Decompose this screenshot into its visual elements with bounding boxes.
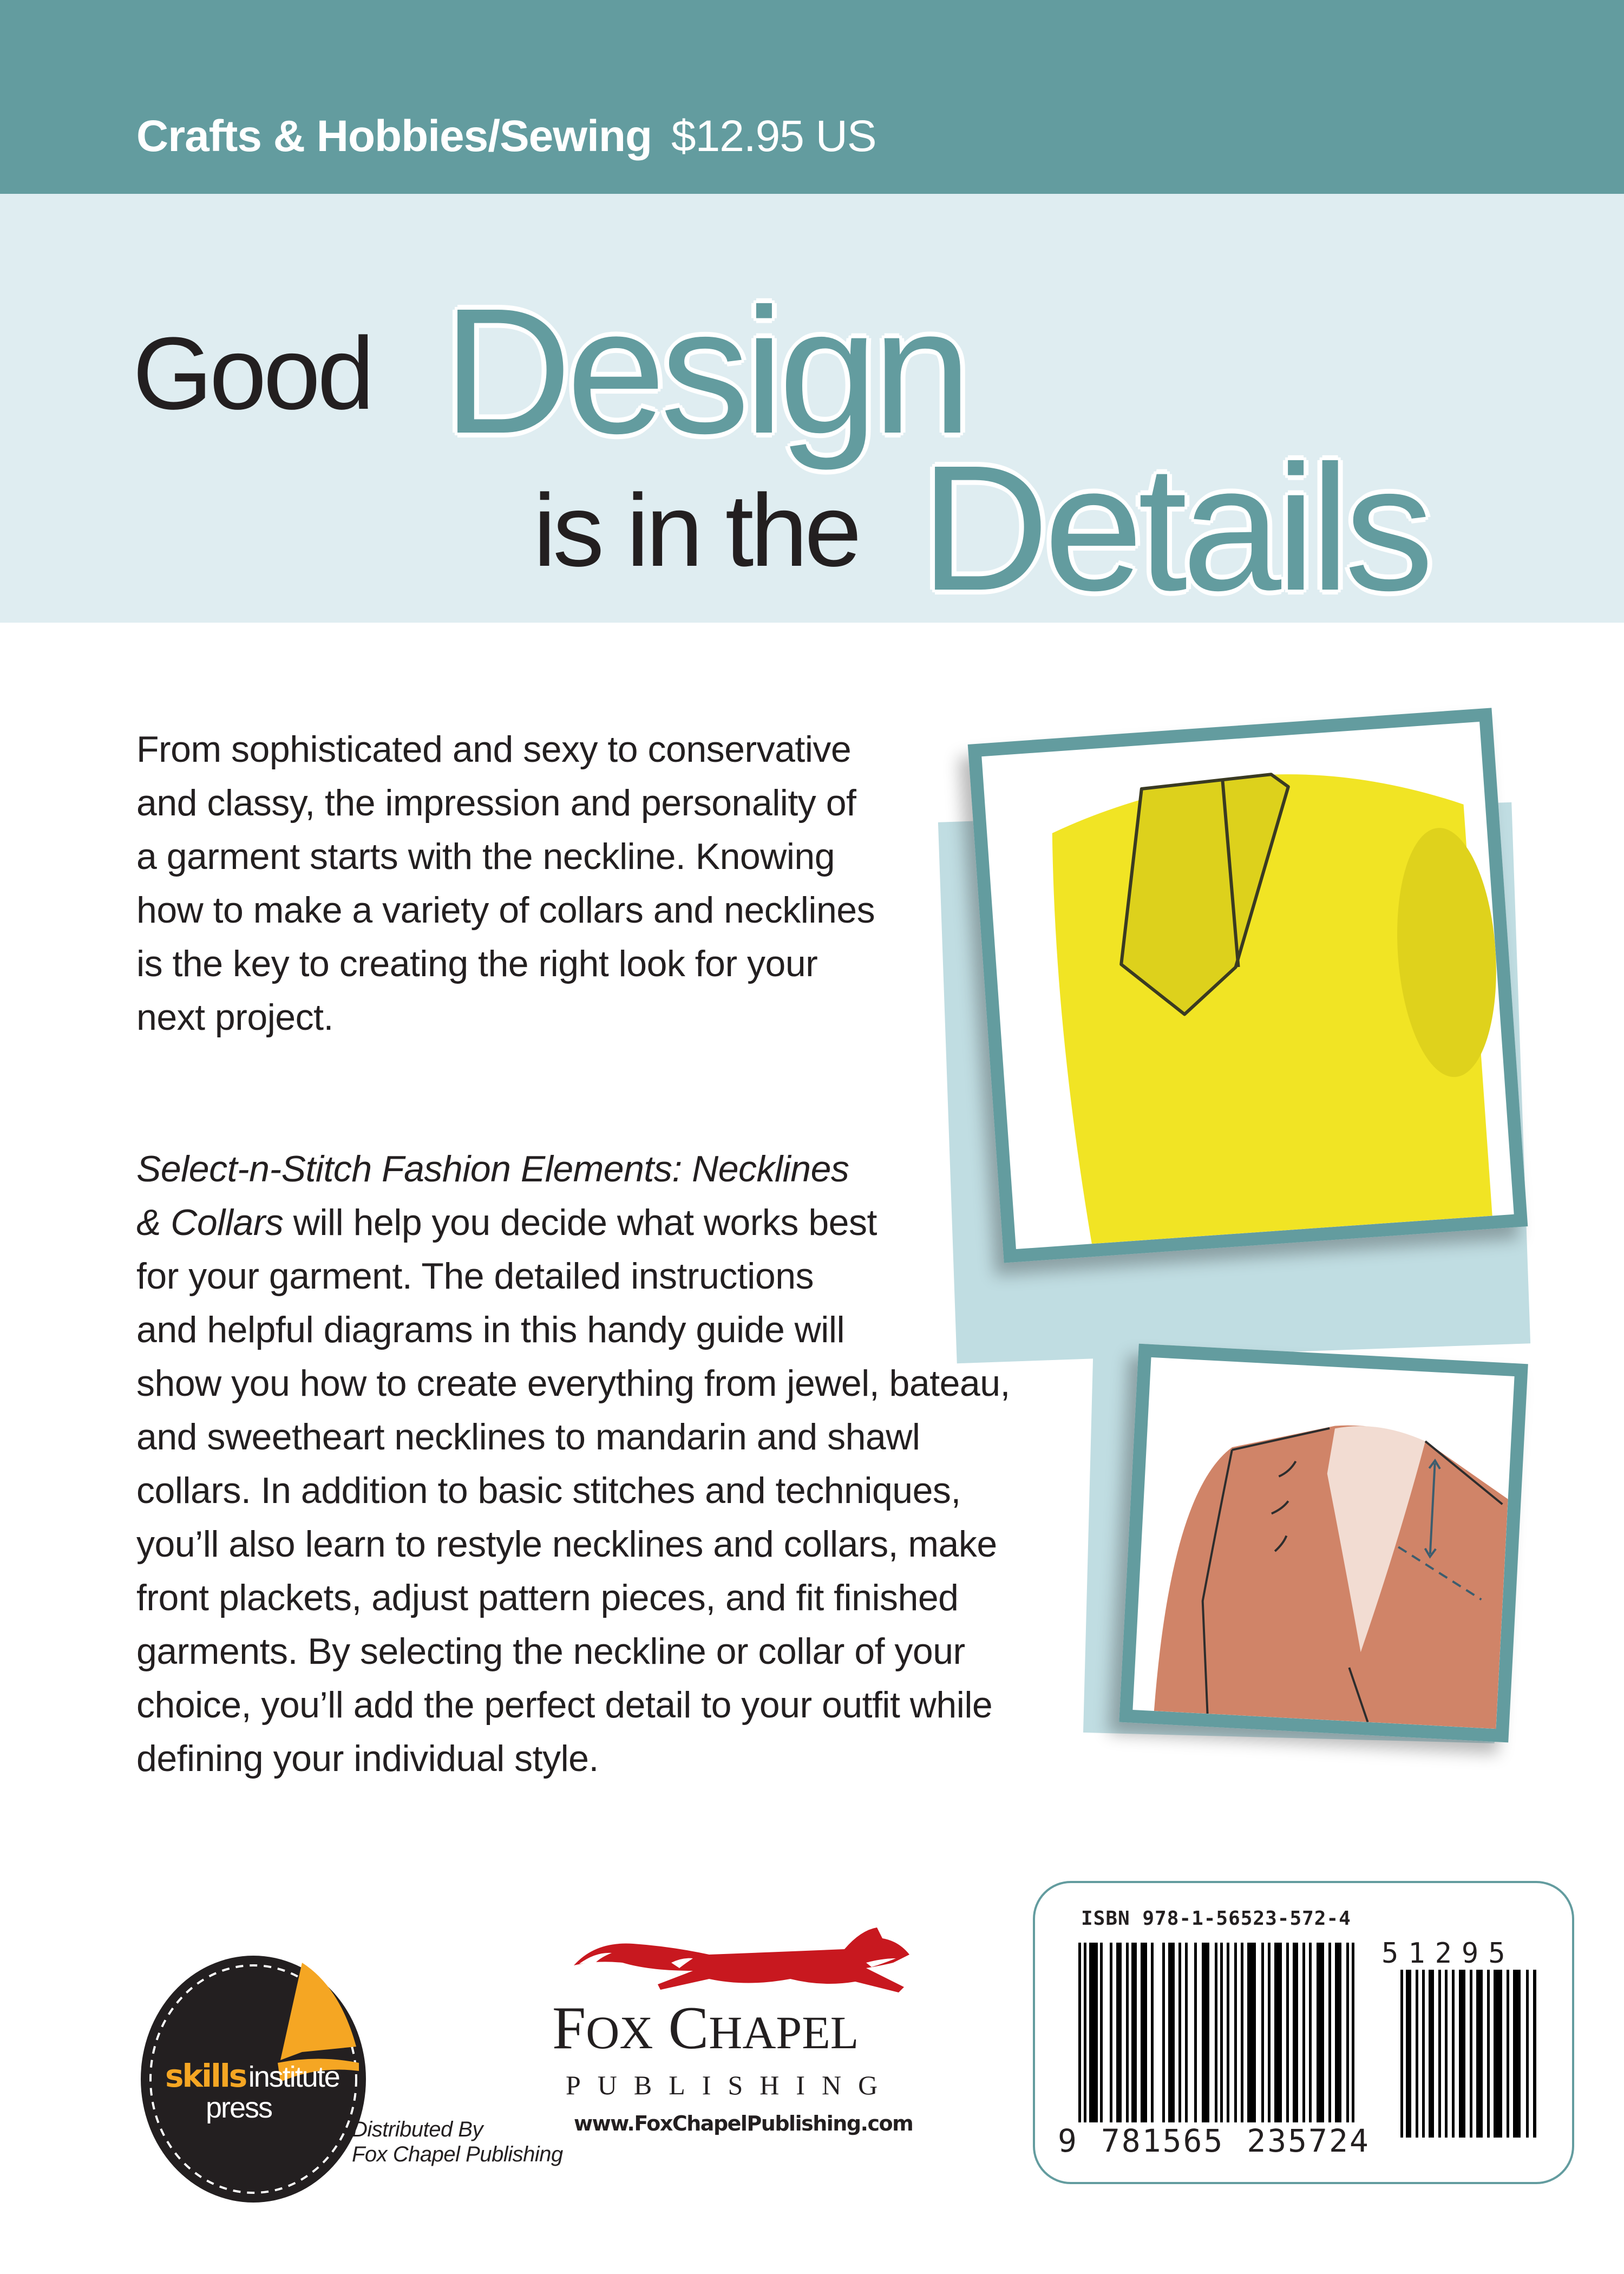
- distributed-line-1: Distributed By: [352, 2118, 483, 2141]
- skills-word: skills: [165, 2057, 246, 2094]
- institute-word: institute: [248, 2061, 339, 2093]
- fox-chapel-wordmark: [552, 1995, 859, 2062]
- intro-paragraph: [136, 723, 992, 1044]
- ean-digits: [1057, 2122, 1371, 2159]
- text-line: choice, you’ll add the perfect detail to your outfit while: [136, 1684, 993, 1726]
- price-addon-barcode-icon: [1400, 1970, 1538, 2138]
- distributed-by-text: [352, 2117, 563, 2167]
- ean-digits-left: 781565: [1101, 2122, 1224, 2159]
- text-line: how to make a variety of collars and necklines: [136, 890, 875, 931]
- text-line: show you how to create everything from jewel, bateau,: [136, 1363, 1010, 1404]
- fox-icon: [563, 1925, 931, 1998]
- ean-digits-right: 235724: [1247, 2122, 1370, 2159]
- text-line: for your garment. The detailed instructions: [136, 1256, 814, 1297]
- category-label: Crafts & Hobbies/Sewing: [136, 112, 652, 161]
- text-line: and sweetheart necklines to mandarin and shawl: [136, 1416, 920, 1458]
- text-fragment: will help you decide what works best: [283, 1202, 877, 1243]
- fox-publishing-label: PUBLISHING: [566, 2070, 895, 2100]
- publisher-url: www.FoxChapelPublishing.com: [574, 2112, 913, 2135]
- text-line: a garment starts with the neckline. Knowing: [136, 836, 835, 877]
- book-title-fragment: & Collars: [136, 1202, 284, 1243]
- text-line: From sophisticated and sexy to conservative: [136, 729, 852, 770]
- wordmark-ox: OX: [586, 2007, 653, 2059]
- text-line: front plackets, adjust pattern pieces, and fit finished: [136, 1577, 959, 1618]
- wordmark-c: C: [668, 1995, 709, 2062]
- text-line: and classy, the impression and personality of: [136, 782, 856, 824]
- title-word-details: Details: [920, 428, 1429, 628]
- text-line: collars. In addition to basic stitches and techniques,: [136, 1470, 961, 1511]
- text-line: next project.: [136, 997, 333, 1038]
- title-word-is-in-the: is in the: [533, 473, 859, 588]
- wordmark-hapel: HAPEL: [709, 2007, 859, 2059]
- title-word-good: Good: [133, 316, 371, 431]
- ean-barcode-icon: [1078, 1943, 1360, 2138]
- text-line: defining your individual style.: [136, 1738, 599, 1779]
- price-label: $12.95 US: [671, 112, 876, 161]
- ean-digit-first: 9: [1058, 2122, 1078, 2159]
- isbn-label: ISBN 978-1-56523-572-4: [1081, 1907, 1351, 1930]
- text-line: you’ll also learn to restyle necklines and collars, make: [136, 1524, 997, 1565]
- press-word: press: [206, 2092, 272, 2124]
- category-price-line: [136, 111, 876, 162]
- skills-institute-wordmark: [165, 2057, 339, 2094]
- book-title-line: Select-n-Stitch Fashion Elements: Necklines: [136, 1148, 849, 1190]
- distributed-line-2: Fox Chapel Publishing: [352, 2142, 563, 2166]
- text-line: garments. By selecting the neckline or collar of your: [136, 1631, 965, 1672]
- rust-jacket-illustration: [1119, 1344, 1528, 1743]
- isbn-barcode: [1033, 1881, 1574, 2184]
- wordmark-f: F: [552, 1995, 586, 2062]
- text-line: is the key to creating the right look for your: [136, 943, 818, 984]
- neckline-illustration-icon: [981, 722, 1514, 1249]
- text-line: and helpful diagrams in this handy guide will: [136, 1309, 845, 1350]
- header-band: [0, 0, 1624, 194]
- title-word-design: Design: [443, 271, 967, 471]
- yellow-garment-illustration: [968, 708, 1528, 1263]
- price-code: 51295: [1381, 1937, 1515, 1970]
- collar-illustration-icon: [1132, 1357, 1514, 1729]
